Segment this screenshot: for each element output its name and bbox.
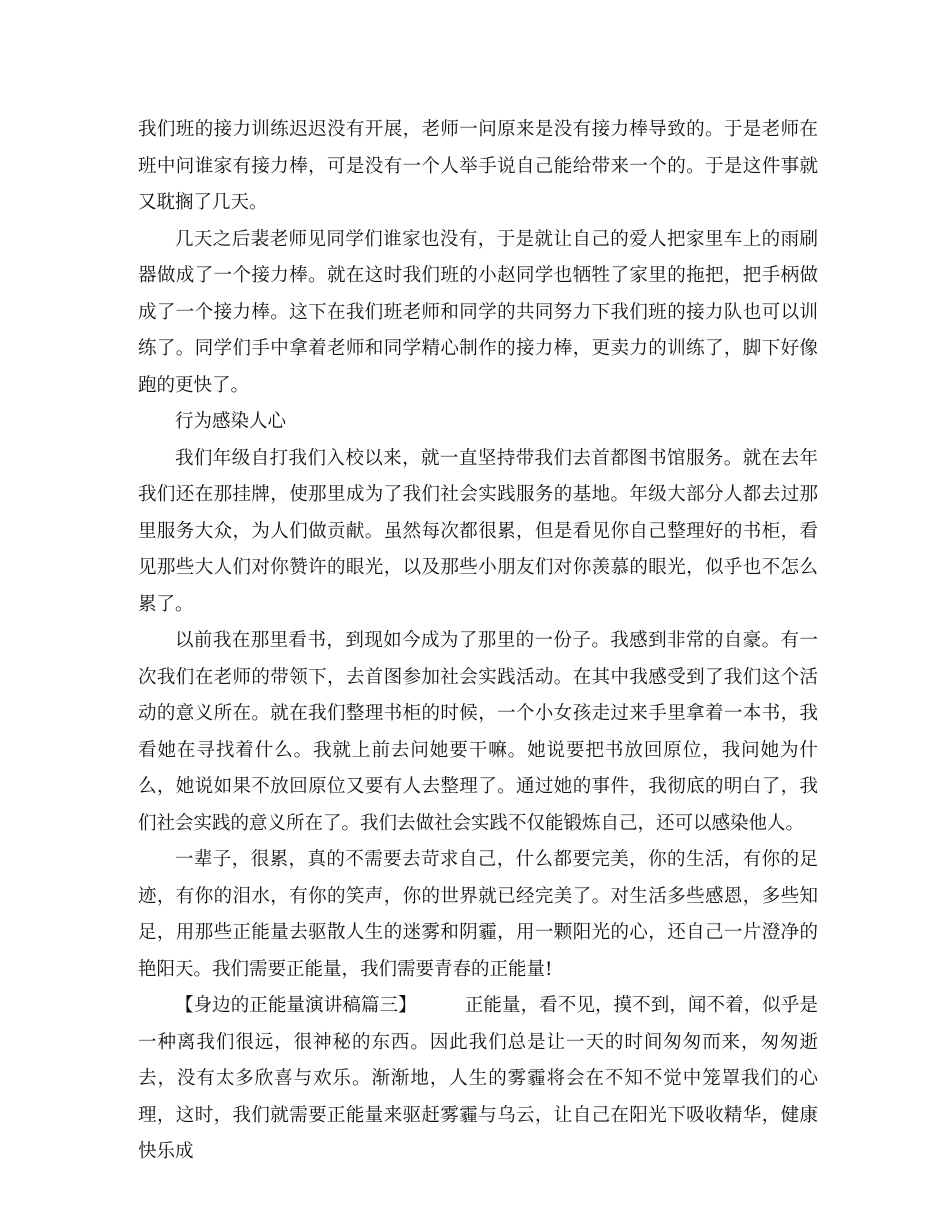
document-body (138, 112, 818, 1171)
speech-section-title: 【身边的正能量演讲稿篇三】 (175, 995, 417, 1016)
section-heading: 行为感染人心 (175, 411, 287, 432)
paragraph-relay-baton: 几天之后裴老师见同学们谁家也没有，于是就让自己的爱人把家里车上的雨刷器做成了一个接力棒。就在这时我们班的小赵同学也牺牲了家里的拖把，把手柄做成了一个接力棒。这下在我们班老师和同学的共同努力下我们班的接力队也可以训练了。同学们手中拿着老师和同学精心制作的接力棒，更卖力的训练了，脚下好像跑的更快了。 (138, 228, 818, 396)
paragraph-library-service: 我们年级自打我们入校以来，就一直坚持带我们去首都图书馆服务。就在去年我们还在那挂牌，使那里成为了我们社会实践服务的基地。年级大部分人都去过那里服务大众，为人们做贡献。虽然每次都很累，但是看见你自己整理好的书柜，看见那些大人们对你赞许的眼光，以及那些小朋友们对你羡慕的眼光，似乎也不怎么累了。 (138, 447, 818, 615)
paragraph-positive-life: 一辈子，很累，真的不需要去苛求自己，什么都要完美，你的生活，有你的足迹，有你的泪水，有你的笑声，你的世界就已经完美了。对生活多些感恩，多些知足，用那些正能量去驱散人生的迷雾和阴霾，用一颗阳光的心，还自己一片澄净的艳阳天。我们需要正能量，我们需要青春的正能量! (138, 849, 818, 980)
paragraph-relay-training: 我们班的接力训练迟迟没有开展，老师一问原来是没有接力棒导致的。于是老师在班中问谁家有接力棒，可是没有一个人举手说自己能给带来一个的。于是这件事就又耽搁了几天。 (138, 119, 818, 213)
paragraph-speech-part-three (138, 988, 818, 1171)
speech-part-three-text: 正能量，看不见，摸不到，闻不着，似乎是一种离我们很远，很神秘的东西。因此我们总是让一天的时间匆匆而来，匆匆逝去，没有太多欣喜与欢乐。渐渐地，人生的雾霾将会在不知不觉中笼罩我们的心理，这时，我们就需要正能量来驱赶雾霾与乌云，让自己在阳光下吸收精华，健康快乐成 (138, 995, 818, 1162)
paragraph-library-experience: 以前我在那里看书，到现如今成为了那里的一份子。我感到非常的自豪。有一次我们在老师的带领下，去首图参加社会实践活动。在其中我感受到了我们这个活动的意义所在。就在我们整理书柜的时候，一个小女孩走过来手里拿着一本书，我看她在寻找着什么。我就上前去问她要干嘛。她说要把书放回原位，我问她为什么，她说如果不放回原位又要有人去整理了。通过她的事件，我彻底的明白了，我们社会实践的意义所在了。我们去做社会实践不仅能锻炼自己，还可以感染他人。 (138, 630, 818, 834)
